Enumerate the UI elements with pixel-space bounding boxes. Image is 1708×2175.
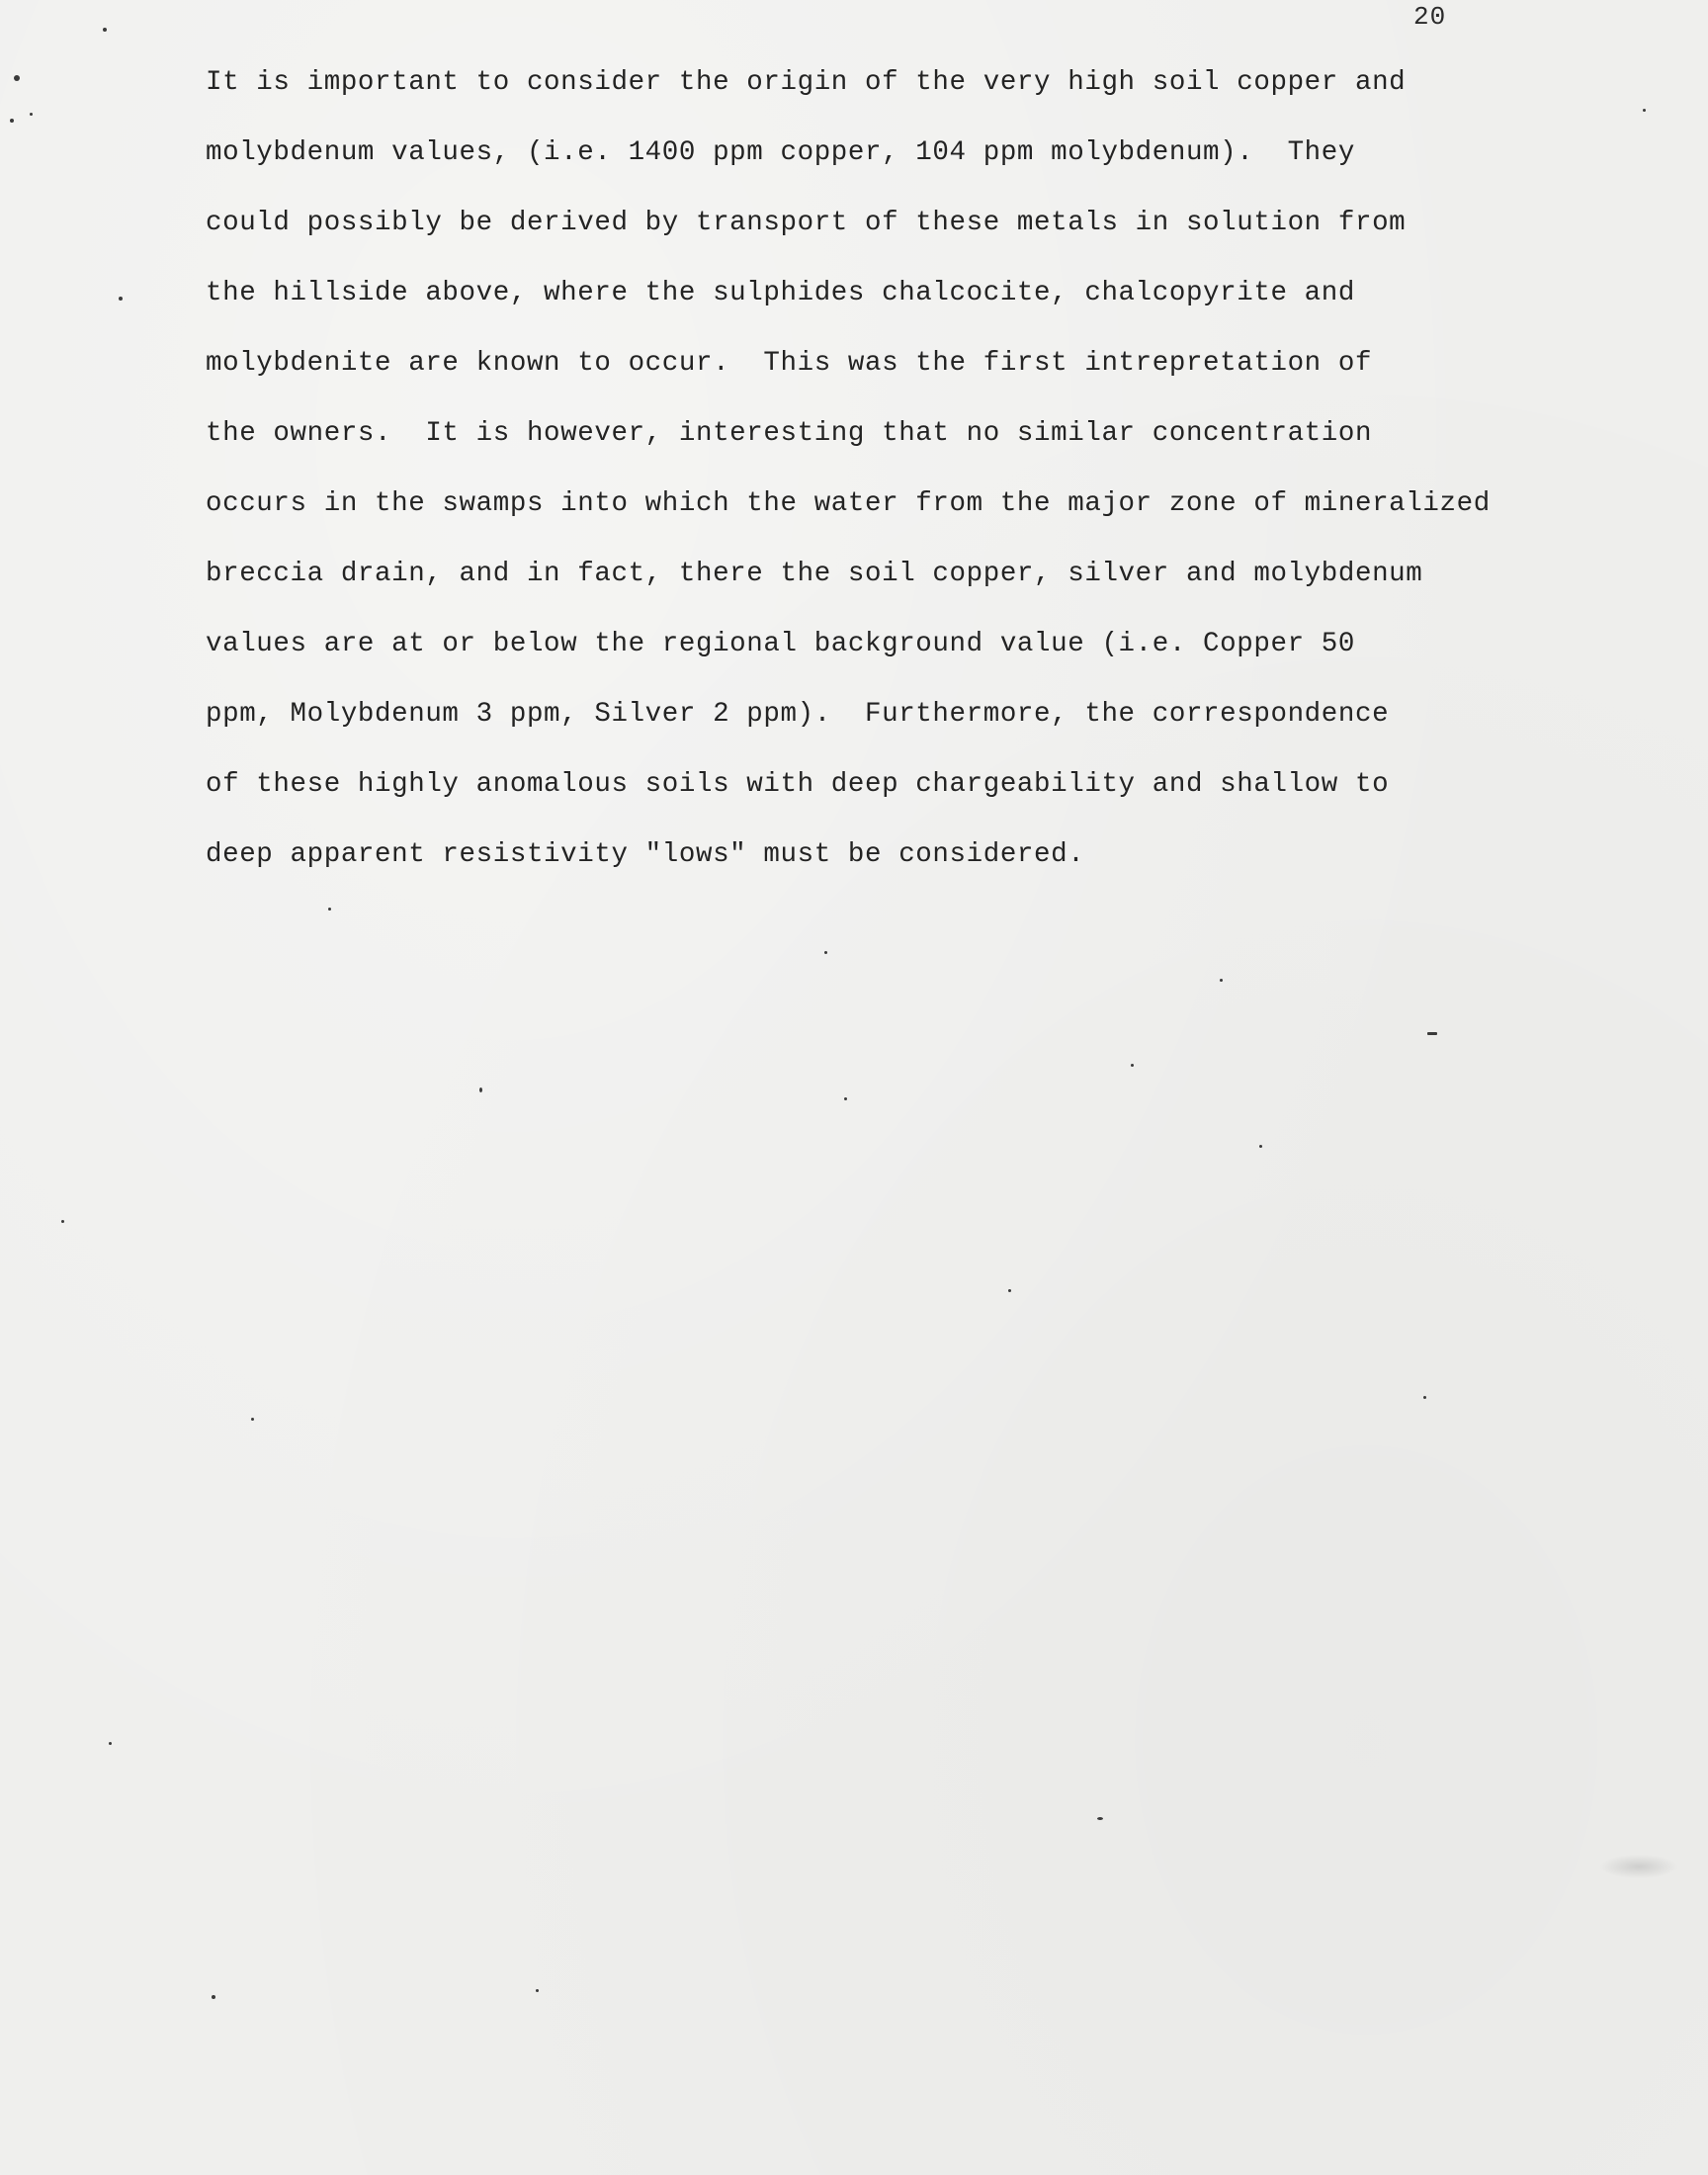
text-line: molybdenum values, (i.e. 1400 ppm copper, 104 ppm molybdenum). They (206, 137, 1355, 168)
scan-speck (1097, 1817, 1103, 1820)
text-line: could possibly be derived by transport of these metals in solution from (206, 208, 1407, 238)
scan-speck (1423, 1396, 1426, 1399)
body-paragraph (206, 59, 1589, 902)
scan-speck (251, 1418, 254, 1421)
text-line: It is important to consider the origin of the very high soil copper and (206, 67, 1407, 98)
text-line: the hillside above, where the sulphides chalcocite, chalcopyrite and (206, 278, 1355, 308)
text-line: values are at or below the regional background value (i.e. Copper 50 (206, 629, 1355, 659)
page-number: 20 (1413, 2, 1447, 32)
scan-speck (1131, 1064, 1134, 1067)
scan-speck (212, 1995, 215, 1999)
text-line: the owners. It is however, interesting that no similar concentration (206, 418, 1373, 449)
scan-speck (119, 297, 123, 301)
text-line: occurs in the swamps into which the water from the major zone of mineralized (206, 488, 1491, 519)
scan-speck (1220, 979, 1223, 982)
text-line: molybdenite are known to occur. This was the first intrepretation of (206, 348, 1373, 379)
text-line: deep apparent resistivity "lows" must be considered. (206, 839, 1085, 870)
scan-speck (536, 1989, 539, 1992)
scan-speck (824, 951, 827, 954)
scan-speck (1427, 1032, 1437, 1035)
scan-speck (1008, 1289, 1011, 1292)
text-line: of these highly anomalous soils with deep chargeability and shallow to (206, 769, 1390, 800)
scan-speck (61, 1220, 64, 1223)
text-line: breccia drain, and in fact, there the soil copper, silver and molybdenum (206, 559, 1423, 589)
scan-speck (1643, 109, 1646, 112)
scan-speck (328, 908, 331, 911)
text-line: ppm, Molybdenum 3 ppm, Silver 2 ppm). Furthermore, the correspondence (206, 699, 1390, 730)
scan-smudge (1599, 1855, 1678, 1878)
scan-speck (103, 28, 107, 32)
scan-speck (10, 119, 14, 123)
scan-speck (1259, 1145, 1262, 1148)
scan-speck (14, 75, 20, 81)
scan-speck (479, 1088, 482, 1092)
scan-speck (844, 1097, 847, 1100)
scan-speck (109, 1742, 112, 1745)
scan-speck (30, 113, 33, 116)
